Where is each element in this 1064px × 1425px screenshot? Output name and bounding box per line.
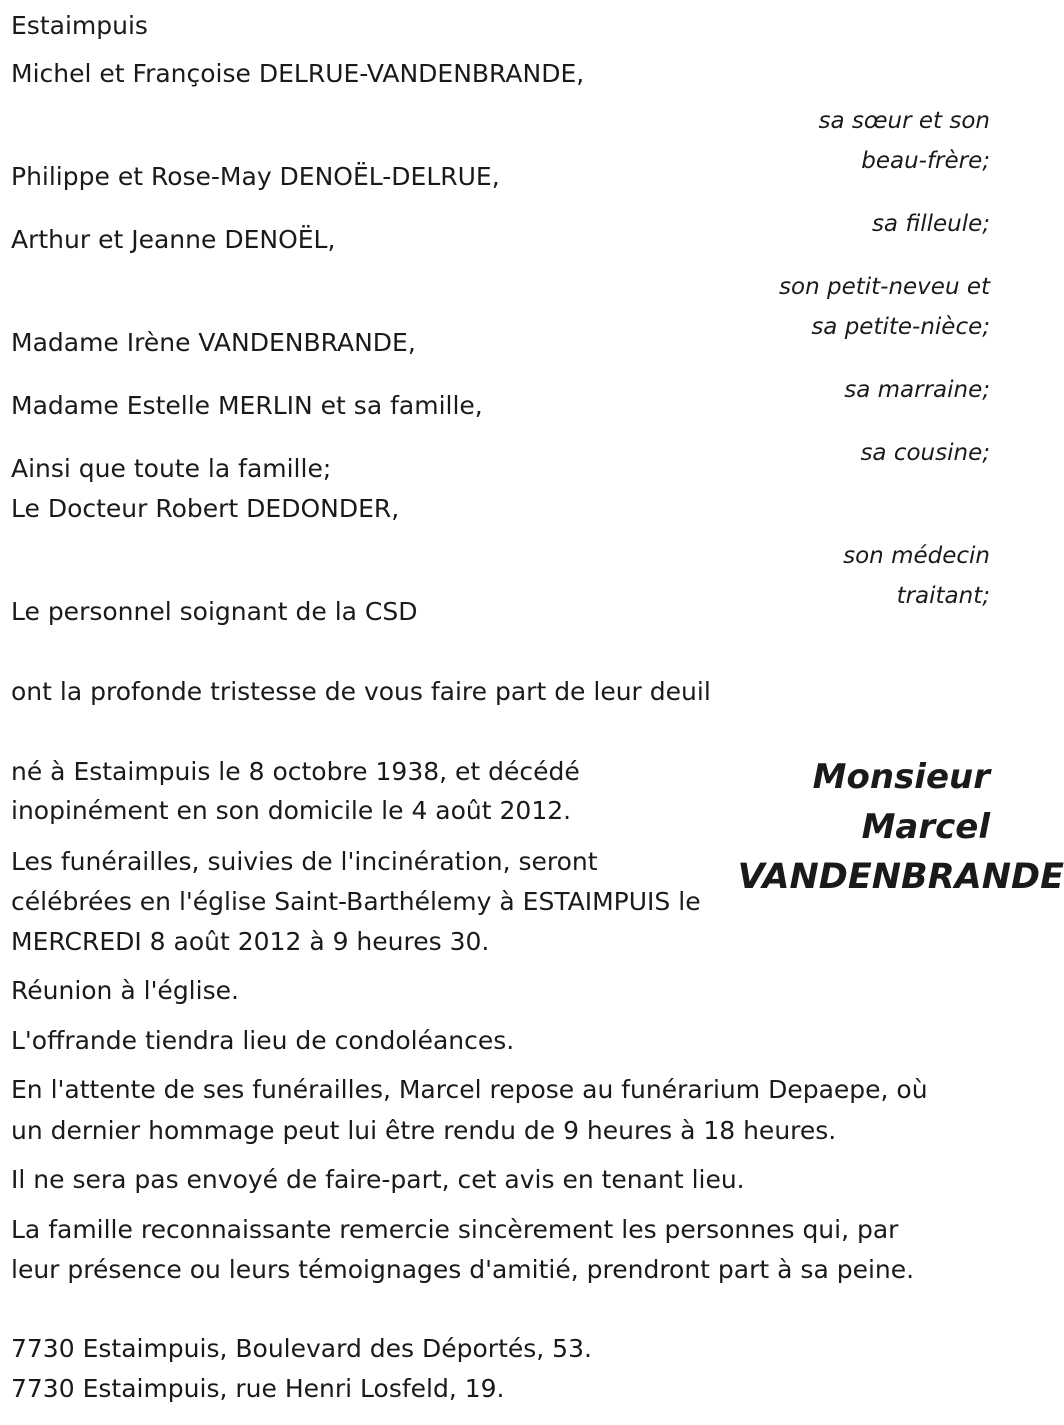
- deceased-last-name: VANDENBRANDE: [737, 857, 1064, 897]
- mourner-name: Arthur et Jeanne DENOËL,: [11, 225, 336, 254]
- birth-death-line: inopinément en son domicile le 4 août 2012.: [11, 796, 572, 825]
- mourner-name: Madame Estelle MERLIN et sa famille,: [11, 391, 483, 420]
- funeral-line: MERCREDI 8 août 2012 à 9 heures 30.: [11, 927, 490, 956]
- mourner-relation: traitant;: [896, 583, 990, 609]
- mourner-name: Michel et Françoise DELRUE-VANDENBRANDE,: [11, 59, 585, 88]
- mourner-name: Madame Irène VANDENBRANDE,: [11, 328, 416, 357]
- mourner-relation: son médecin: [843, 543, 990, 569]
- village-heading: Estaimpuis: [11, 11, 148, 40]
- mourner-relation: sa cousine;: [860, 440, 990, 466]
- mourner-name: Ainsi que toute la famille;: [11, 454, 332, 483]
- mourner-relation: beau-frère;: [861, 148, 990, 174]
- mourner-relation: sa filleule;: [871, 211, 990, 237]
- deceased-first-name: Marcel: [861, 807, 990, 847]
- meeting-text: Réunion à l'église.: [11, 976, 239, 1005]
- mourner-name: Le Docteur Robert DEDONDER,: [11, 494, 400, 523]
- funerarium-line: En l'attente de ses funérailles, Marcel repose au funérarium Depaepe, où: [11, 1075, 928, 1104]
- deceased-title: Monsieur: [812, 757, 990, 797]
- thanks-line: La famille reconnaissante remercie sincèrement les personnes qui, par: [11, 1215, 899, 1244]
- no-card-text: Il ne sera pas envoyé de faire-part, cet avis en tenant lieu.: [11, 1165, 745, 1194]
- address-line: 7730 Estaimpuis, Boulevard des Déportés, 53.: [11, 1334, 592, 1363]
- address-line: 7730 Estaimpuis, rue Henri Losfeld, 19.: [11, 1374, 505, 1403]
- announcement-text: ont la profonde tristesse de vous faire part de leur deuil: [11, 677, 711, 706]
- thanks-line: leur présence ou leurs témoignages d'amitié, prendront part à sa peine.: [11, 1255, 915, 1284]
- mourner-name: Philippe et Rose-May DENOËL-DELRUE,: [11, 162, 500, 191]
- funerarium-line: un dernier hommage peut lui être rendu de 9 heures à 18 heures.: [11, 1116, 837, 1145]
- funeral-line: Les funérailles, suivies de l'incinération, seront: [11, 847, 598, 876]
- deceased-name: [737, 752, 1064, 902]
- funeral-line: célébrées en l'église Saint-Barthélemy à ESTAIMPUIS le: [11, 887, 701, 916]
- offering-text: L'offrande tiendra lieu de condoléances.: [11, 1026, 515, 1055]
- mourner-relation: sa petite-nièce;: [811, 314, 990, 340]
- birth-death-line: né à Estaimpuis le 8 octobre 1938, et décédé: [11, 757, 580, 786]
- mourner-relation: sa sœur et son: [818, 108, 990, 134]
- mourner-relation: sa marraine;: [844, 377, 990, 403]
- mourner-name: Le personnel soignant de la CSD: [11, 597, 418, 626]
- mourner-relation: son petit-neveu et: [779, 274, 990, 300]
